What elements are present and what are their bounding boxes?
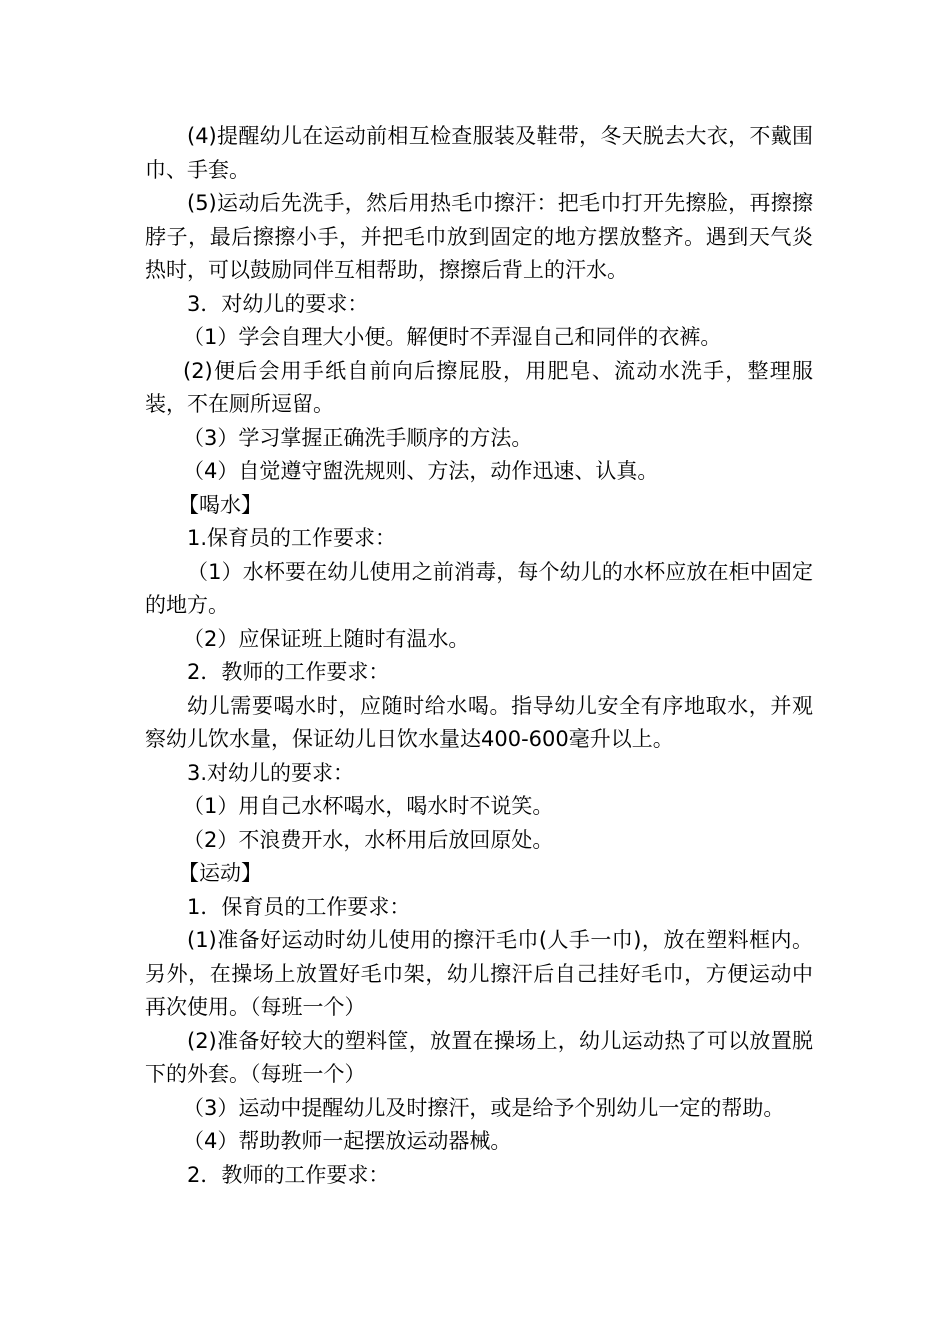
paragraph-toileting: （1）学会自理大小便。解便时不弄湿自己和同伴的衣裤。 (183, 325, 722, 349)
paragraph-warm-water: （2）应保证班上随时有温水。 (183, 626, 470, 651)
document-body (145, 120, 813, 1192)
paragraph-after-exercise-towel: (5)运动后先洗手，然后用热毛巾擦汗：把毛巾打开先擦脸，再擦擦脖子，最后擦擦小手，并把毛巾放到固定的地方摆放整齐。遇到天气炎热时，可以鼓励同伴互相帮助，擦擦后背上的汗水。 (145, 191, 813, 282)
section-title-exercise: 【运动】 (178, 861, 262, 885)
paragraph-wipe-sweat: （3）运动中提醒幼儿及时擦汗，或是给予个别幼儿一定的帮助。 (183, 1095, 785, 1120)
paragraph-no-waste: （2）不浪费开水，水杯用后放回原处。 (183, 827, 554, 852)
paragraph-drinking-guidance: 幼儿需要喝水时，应随时给水喝。指导幼儿安全有序地取水，并观察幼儿饮水量，保证幼儿日饮水量达400-600毫升以上。 (145, 693, 813, 751)
heading-child-requirements-drinking: 3.对幼儿的要求： (187, 760, 355, 785)
paragraph-dress-check: (4)提醒幼儿在运动前相互检查服装及鞋带，冬天脱去大衣，不戴围巾、手套。 (145, 124, 813, 182)
heading-caregiver-requirements: 1.保育员的工作要求： (187, 526, 397, 550)
section-title-drinking: 【喝水】 (178, 492, 262, 517)
paragraph-handwashing-order: （3）学习掌握正确洗手顺序的方法。 (183, 425, 533, 450)
paragraph-towel-prep: (1)准备好运动时幼儿使用的擦汗毛巾(人手一巾)，放在塑料框内。另外，在操场上放置好毛巾架，幼儿擦汗后自己挂好毛巾，方便运动中再次使用。（每班一个） (145, 928, 813, 1019)
heading-child-requirements: 3．对幼儿的要求： (187, 291, 369, 316)
paragraph-washing-rules: （4）自觉遵守盥洗规则、方法，动作迅速、认真。 (183, 459, 659, 483)
heading-teacher-requirements: 2．教师的工作要求： (187, 660, 390, 684)
paragraph-basket-prep: (2)准备好较大的塑料筐，放置在操场上，幼儿运动热了可以放置脱下的外套。（每班一个） (145, 1028, 813, 1086)
paragraph-after-toilet: (2)便后会用手纸自前向后擦屁股，用肥皂、流动水洗手，整理服装，不在厕所逗留。 (145, 358, 813, 416)
paragraph-equipment: （4）帮助教师一起摆放运动器械。 (183, 1129, 512, 1153)
heading-caregiver-requirements-exercise: 1．保育员的工作要求： (187, 894, 411, 919)
heading-teacher-requirements-exercise: 2．教师的工作要求： (187, 1162, 390, 1187)
paragraph-cup-disinfection: （1）水杯要在幼儿使用之前消毒，每个幼儿的水杯应放在柜中固定的地方。 (145, 559, 813, 617)
paragraph-own-cup: （1）用自己水杯喝水，喝水时不说笑。 (183, 794, 554, 818)
